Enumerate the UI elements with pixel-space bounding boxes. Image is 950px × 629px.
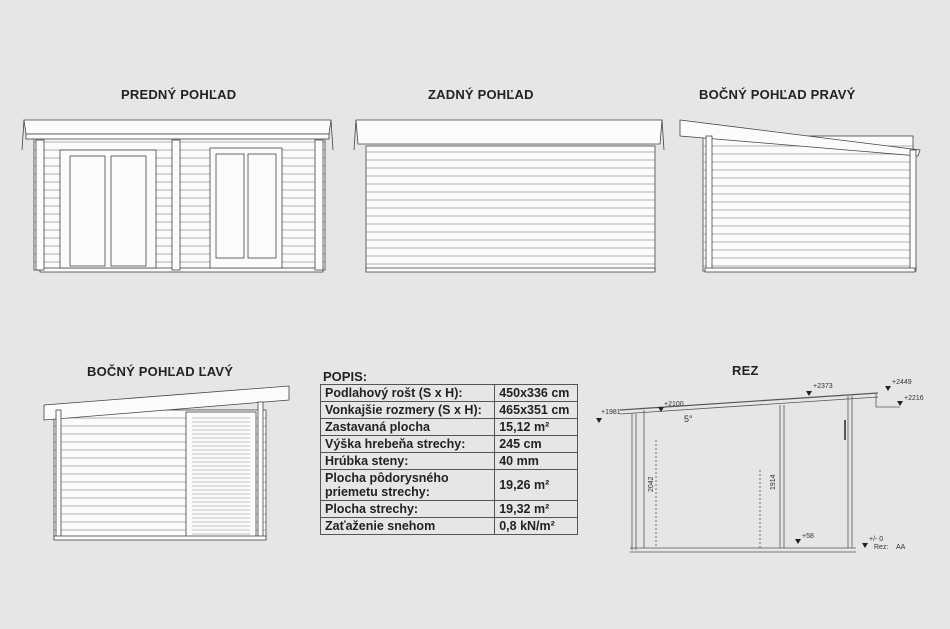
section-view-title: REZ [732,363,759,378]
cut-name: AA [896,544,906,551]
back-view-title: ZADNÝ POHĽAD [428,87,534,102]
popis-value: 40 mm [495,453,578,470]
elev-58: +58 [802,533,814,540]
front-door-right-leaf [111,156,146,266]
roof-angle: 5° [684,414,693,424]
elev-2216: +2216 [904,395,924,402]
popis-value: 0,8 kN/m² [495,518,578,535]
elev-2100: +2100 [664,401,684,408]
popis-table [320,384,578,535]
popis-label: Vonkajšie rozmery (S x H): [321,402,495,419]
popis-value: 450x336 cm [495,385,578,402]
front-door-left-leaf [70,156,105,266]
elev-1981: +1981 [601,409,621,416]
front-window-right-pane [248,154,276,258]
popis-label: Plocha pôdorysného priemetu strechy: [321,470,495,501]
right-view-drawing [680,120,920,272]
front-view-title: PREDNÝ POHĽAD [121,87,237,102]
popis-value: 465x351 cm [495,402,578,419]
elev-2373: +2373 [813,383,833,390]
popis-value: 245 cm [495,436,578,453]
popis-value: 15,12 m² [495,419,578,436]
popis-label: Zastavaná plocha [321,419,495,436]
table-row [321,419,578,436]
cut-label: Rez: [874,544,889,551]
popis-value: 19,32 m² [495,501,578,518]
popis-label: Zaťaženie snehom [321,518,495,535]
popis-title: POPIS: [323,369,368,384]
left-view-title: BOČNÝ POHĽAD ĽAVÝ [87,364,234,379]
front-window-left-pane [216,154,244,258]
popis-label: Podlahový rošt (S x H): [321,385,495,402]
elev-2449: +2449 [892,379,912,386]
back-view-drawing [354,120,664,272]
table-row [321,501,578,518]
popis-label: Hrúbka steny: [321,453,495,470]
table-row [321,436,578,453]
table-row [321,385,578,402]
popis-label: Výška hrebeňa strechy: [321,436,495,453]
front-view-drawing [22,120,333,272]
left-louvered-panel [186,412,256,538]
table-row [321,518,578,535]
table-row [321,402,578,419]
section-drawing [620,393,900,552]
right-view-title: BOČNÝ POHĽAD PRAVÝ [699,87,856,102]
height-left-dimension: 2042 [648,476,655,492]
table-row [321,470,578,501]
popis-label: Plocha strechy: [321,501,495,518]
table-row [321,453,578,470]
popis-value: 19,26 m² [495,470,578,501]
elev-0: +/- 0 [869,536,884,543]
height-inner-dimension: 1914 [770,474,777,490]
section-elevation-markers [596,386,903,548]
left-view-drawing [44,386,289,540]
